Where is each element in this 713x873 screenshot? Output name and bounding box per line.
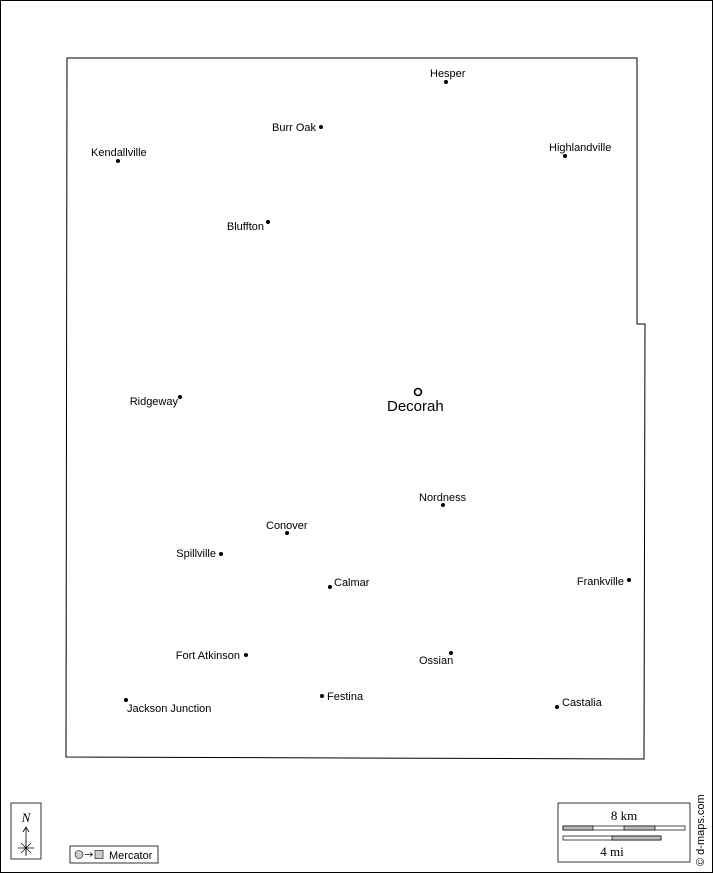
place-nordness [419, 492, 467, 507]
place-label: Fort Atkinson [175, 650, 240, 662]
flat-map-icon [95, 851, 103, 859]
county-seat-label: Decorah [387, 398, 444, 415]
place-festina [320, 691, 364, 703]
place-jackson-junction [124, 698, 211, 715]
place-dot [320, 694, 324, 698]
place-ridgeway [130, 395, 182, 408]
place-dot [124, 698, 128, 702]
place-label: Ridgeway [129, 396, 178, 408]
place-label: Bluffton [226, 221, 264, 233]
place-fort-atkinson [176, 650, 248, 662]
place-frankville [577, 576, 631, 588]
place-ossian [419, 651, 453, 667]
scale-km-label: 8 km [610, 808, 638, 823]
scale-mi-label: 4 mi [600, 844, 624, 859]
place-label: Festina [327, 691, 364, 703]
place-label: Burr Oak [271, 122, 316, 134]
place-label: Castalia [562, 697, 602, 709]
place-label: Ossian [419, 655, 454, 667]
place-castalia [555, 697, 603, 709]
place-dot [328, 585, 332, 589]
place-kendallville [91, 147, 147, 163]
county-boundary [66, 58, 645, 759]
scale-km-segment [624, 826, 655, 830]
north-label: N [21, 810, 31, 825]
place-dot [444, 80, 448, 84]
county-seat-decorah [387, 389, 444, 416]
place-dot [563, 154, 567, 158]
north-arrow [11, 803, 41, 859]
place-dot [555, 705, 559, 709]
place-label: Kendallville [91, 147, 147, 159]
county-seat-marker [415, 389, 422, 396]
scale-mi-segment [612, 836, 661, 840]
place-spillville [176, 548, 223, 560]
place-label: Calmar [334, 577, 370, 589]
projection-legend [70, 846, 158, 863]
place-dot [116, 159, 120, 163]
scale-bar [558, 803, 690, 862]
credit-text: © d-maps.com [695, 794, 707, 866]
globe-icon [75, 851, 83, 859]
place-label: Jackson Junction [127, 703, 212, 715]
place-highlandville [549, 142, 611, 158]
place-label: Hesper [430, 68, 466, 80]
place-dot [244, 653, 248, 657]
place-dot [219, 552, 223, 556]
scale-km-segment [563, 826, 593, 830]
place-label: Nordness [419, 492, 467, 504]
place-burr-oak [272, 122, 323, 134]
place-hesper [430, 68, 466, 84]
place-label: Highlandville [549, 142, 612, 154]
place-dot [178, 395, 182, 399]
place-label: Conover [266, 520, 308, 532]
place-dot [627, 578, 631, 582]
place-label: Frankville [576, 576, 624, 588]
place-dot [266, 220, 270, 224]
place-label: Spillville [176, 548, 216, 560]
projection-label: Mercator [109, 850, 153, 862]
place-dot [319, 125, 323, 129]
place-conover [266, 520, 308, 535]
place-bluffton [227, 220, 270, 233]
place-calmar [328, 577, 370, 589]
